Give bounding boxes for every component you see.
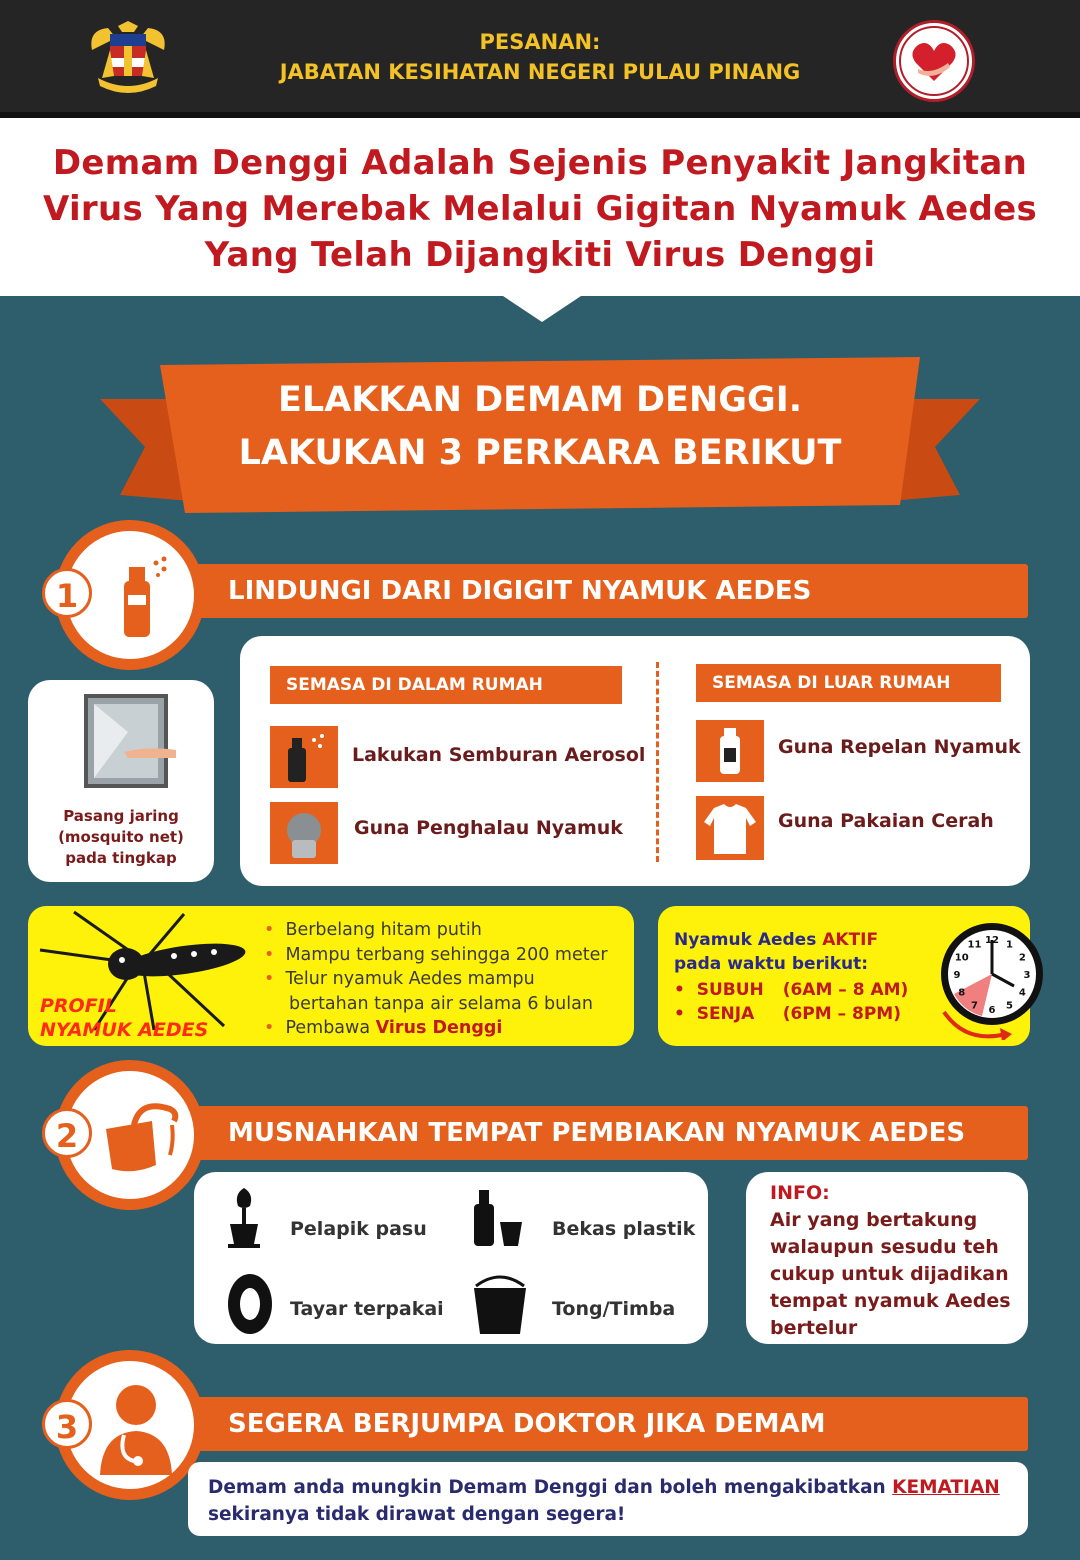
net-caption-2: (mosquito net) bbox=[58, 828, 184, 846]
clock-numeral: 11 bbox=[967, 939, 982, 951]
time-label-2: SENJA bbox=[696, 1004, 755, 1024]
info-card bbox=[746, 1172, 1028, 1344]
title-line-1: Demam Denggi Adalah Sejenis Penyakit Jangkitan bbox=[52, 143, 1028, 183]
window-net-icon bbox=[68, 692, 178, 792]
profile-bullet-3-cont: bertahan tanpa air selama 6 bulan bbox=[289, 993, 593, 1014]
title-pointer bbox=[500, 294, 584, 322]
advice-text-2: sekiranya tidak dirawat dengan segera! bbox=[208, 1504, 626, 1525]
step2-heading: MUSNAHKAN TEMPAT PEMBIAKAN NYAMUK AEDES bbox=[228, 1118, 966, 1148]
breeding-sites-card bbox=[194, 1172, 708, 1344]
clock-numeral: 4 bbox=[1018, 987, 1026, 999]
time-label-1: SUBUH bbox=[696, 980, 764, 1000]
outdoor-item-1: Guna Repelan Nyamuk bbox=[778, 736, 1021, 758]
site-item-1: Pelapik pasu bbox=[290, 1218, 427, 1240]
info-line-1: Air yang bertakung bbox=[770, 1209, 978, 1231]
repellent-bottle-icon bbox=[696, 720, 764, 782]
advice-text-1: Demam anda mungkin Demam Denggi dan boleh mengakibatkan bbox=[208, 1477, 893, 1498]
pouring-container-icon bbox=[94, 1095, 180, 1181]
step1-heading: LINDUNGI DARI DIGIGIT NYAMUK AEDES bbox=[228, 576, 812, 606]
aedes-profile-card: PROFIL NYAMUK AEDES • Berbelang hitam putih • Mampu terbang sehingga 200 meter • Telur nyamuk Aedes mampu bertahan tanpa air selama 6 bulan • Pembawa Virus Denggi bbox=[28, 906, 634, 1046]
site-item-3: Tayar terpakai bbox=[290, 1298, 444, 1320]
clock-numeral: 5 bbox=[1006, 1000, 1013, 1012]
light-clothing-icon bbox=[696, 796, 764, 860]
bucket-icon bbox=[470, 1272, 530, 1338]
step1-number: 1 bbox=[42, 568, 92, 618]
clock-numeral: 6 bbox=[988, 1005, 996, 1016]
info-title: INFO: bbox=[770, 1182, 830, 1204]
site-item-2: Bekas plastik bbox=[552, 1218, 696, 1240]
clock-icon bbox=[936, 916, 1060, 1040]
banner-line-1: ELAKKAN DEMAM DENGGI. bbox=[277, 380, 803, 420]
time-range-1: (6AM – 8 AM) bbox=[782, 980, 909, 1000]
active-line2: pada waktu berikut: bbox=[674, 954, 869, 974]
info-line-5: bertelur bbox=[770, 1317, 858, 1339]
title-line-3: Yang Telah Dijangkiti Virus Denggi bbox=[204, 235, 876, 275]
site-item-4: Tong/Timba bbox=[552, 1298, 676, 1320]
aerosol-spray-icon bbox=[270, 726, 338, 788]
info-line-2: walaupun sesudu teh bbox=[770, 1236, 999, 1258]
banner-line-2: LAKUKAN 3 PERKARA BERIKUT bbox=[238, 433, 842, 473]
header-department: JABATAN KESIHATAN NEGERI PULAU PINANG bbox=[279, 60, 801, 84]
profile-bullet-3: Telur nyamuk Aedes mampu bbox=[285, 969, 535, 989]
protection-card bbox=[240, 636, 1030, 886]
profile-label-2: NYAMUK AEDES bbox=[40, 1019, 209, 1041]
clock-numeral: 9 bbox=[953, 970, 961, 981]
column-divider bbox=[656, 662, 659, 862]
net-caption-1: Pasang jaring bbox=[63, 807, 179, 825]
outdoor-heading: SEMASA DI LUAR RUMAH bbox=[696, 664, 1001, 702]
indoor-item-2: Guna Penghalau Nyamuk bbox=[354, 817, 623, 839]
plastic-bottle-icon bbox=[470, 1186, 530, 1250]
ministry-of-health-logo-icon bbox=[893, 20, 975, 102]
active-highlight: AKTIF bbox=[822, 930, 879, 950]
flower-pot-icon bbox=[224, 1184, 264, 1250]
indoor-item-1: Lakukan Semburan Aerosol bbox=[352, 744, 646, 766]
outdoor-item-2: Guna Pakaian Cerah bbox=[778, 810, 994, 832]
clock-numeral: 7 bbox=[971, 1000, 978, 1012]
step3-heading: SEGERA BERJUMPA DOKTOR JIKA DEMAM bbox=[228, 1409, 826, 1439]
doctor-advice-card bbox=[188, 1462, 1028, 1536]
step3-number: 3 bbox=[42, 1399, 92, 1449]
info-line-3: cukup untuk dijadikan bbox=[770, 1263, 1009, 1285]
title-line-2: Virus Yang Merebak Melalui Gigitan Nyamuk Aedes bbox=[42, 189, 1038, 229]
advice-highlight: KEMATIAN bbox=[892, 1477, 1000, 1498]
active-time-card: Nyamuk Aedes AKTIF pada waktu berikut: • SUBUH (6AM – 8 AM) • SENJA (6PM – 8PM) bbox=[658, 906, 1030, 1046]
info-line-4: tempat nyamuk Aedes bbox=[770, 1290, 1011, 1312]
step2-number: 2 bbox=[42, 1108, 92, 1158]
spray-can-icon bbox=[102, 553, 172, 643]
net-caption-3: pada tingkap bbox=[65, 849, 177, 867]
used-tire-icon bbox=[222, 1272, 278, 1336]
profile-label-1: PROFIL bbox=[40, 995, 117, 1017]
time-range-2: (6PM – 8PM) bbox=[782, 1004, 901, 1024]
clock-numeral: 12 bbox=[985, 935, 999, 946]
indoor-heading: SEMASA DI DALAM RUMAH bbox=[270, 666, 622, 704]
clock-numeral: 8 bbox=[958, 987, 966, 999]
profile-bullet-2: Mampu terbang sehingga 200 meter bbox=[285, 944, 608, 965]
doctor-icon bbox=[88, 1377, 184, 1477]
clock-numeral: 1 bbox=[1006, 939, 1013, 951]
clock-numeral: 2 bbox=[1018, 952, 1026, 964]
header-label: PESANAN: bbox=[479, 30, 601, 54]
clock-numeral: 10 bbox=[954, 952, 969, 964]
profile-bullet-4: Pembawa bbox=[285, 1018, 376, 1038]
mosquito-repeller-device-icon bbox=[270, 802, 338, 864]
active-line1: Nyamuk Aedes bbox=[674, 930, 823, 950]
mosquito-net-card bbox=[28, 680, 214, 882]
profile-bullet-1: Berbelang hitam putih bbox=[285, 920, 482, 940]
clock-numeral: 3 bbox=[1023, 970, 1031, 981]
profile-bullet-4-highlight: Virus Denggi bbox=[375, 1018, 503, 1038]
